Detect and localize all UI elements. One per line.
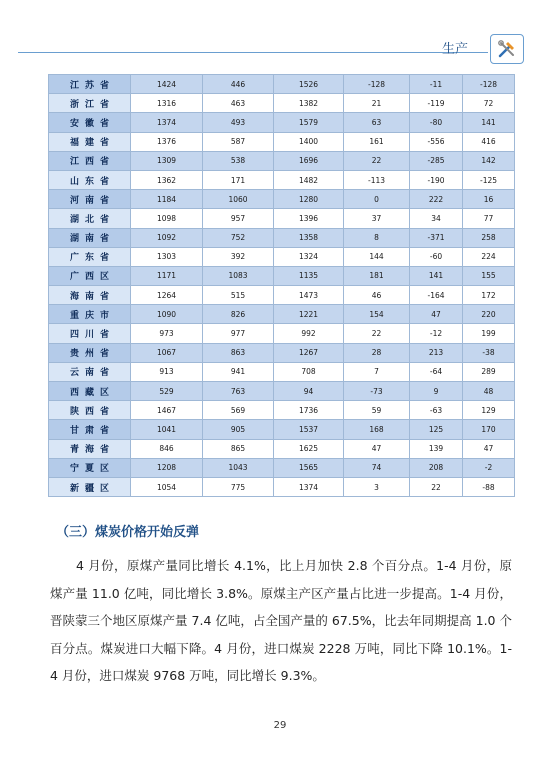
value-cell: 1060 [203,190,274,209]
value-cell: 1316 [131,94,203,113]
value-cell: 569 [203,401,274,420]
value-cell: -285 [410,151,463,170]
value-cell: 392 [203,247,274,266]
value-cell: 171 [203,170,274,189]
value-cell: 139 [410,439,463,458]
table-row [49,458,515,477]
value-cell: 125 [410,420,463,439]
table-row [49,343,515,362]
value-cell: 47 [410,305,463,324]
value-cell: -164 [410,286,463,305]
value-cell: 289 [463,362,515,381]
table-row [49,170,515,189]
value-cell: 224 [463,247,515,266]
value-cell: 865 [203,439,274,458]
value-cell: 74 [344,458,410,477]
province-cell: 山东省 [49,170,131,189]
value-cell: 1135 [274,266,344,285]
value-cell: 22 [344,324,410,343]
value-cell: 1324 [274,247,344,266]
value-cell: 142 [463,151,515,170]
value-cell: 155 [463,266,515,285]
table-row [49,209,515,228]
value-cell: 172 [463,286,515,305]
value-cell: 129 [463,401,515,420]
value-cell: 1736 [274,401,344,420]
value-cell: 1625 [274,439,344,458]
value-cell: 1537 [274,420,344,439]
province-cell: 浙江省 [49,94,131,113]
table-row [49,151,515,170]
value-cell: 1473 [274,286,344,305]
province-cell: 新疆区 [49,477,131,496]
value-cell: 587 [203,132,274,151]
value-cell: 1280 [274,190,344,209]
value-cell: -113 [344,170,410,189]
province-data-table [48,74,514,497]
province-cell: 安徽省 [49,113,131,132]
table-row [49,113,515,132]
value-cell: 1309 [131,151,203,170]
value-cell: 222 [410,190,463,209]
value-cell: 1090 [131,305,203,324]
value-cell: 1083 [203,266,274,285]
value-cell: 1264 [131,286,203,305]
header-title: 生产 [442,42,469,57]
value-cell: 846 [131,439,203,458]
value-cell: -88 [463,477,515,496]
table-row [49,362,515,381]
table-row [49,132,515,151]
table-row [49,75,515,94]
value-cell: 1382 [274,94,344,113]
province-cell: 湖南省 [49,228,131,247]
value-cell: 168 [344,420,410,439]
value-cell: 493 [203,113,274,132]
body-paragraph: 4 月份，原煤产量同比增长 4.1%，比上月加快 2.8 个百分点。1-4 月份，原煤产量 11.0 亿吨，同比增长 3.8%。原煤主产区产量占比进一步提高。1-4 月份，晋陕蒙三个地区原煤产量 7.4 亿吨，占全国产量的 67.5%，比去年同期提高 1.0 个百分点。煤炭进口大幅下降。4 月份，进口煤炭 2228 万吨，同比下降 10.1%。1-4 月份，进口煤炭 9768 万吨，同比增长 9.3%。 [50,558,512,684]
value-cell: 0 [344,190,410,209]
value-cell: -125 [463,170,515,189]
value-cell: 913 [131,362,203,381]
value-cell: 213 [410,343,463,362]
value-cell: 161 [344,132,410,151]
table-row [49,401,515,420]
value-cell: 1526 [274,75,344,94]
value-cell: -2 [463,458,515,477]
value-cell: 1267 [274,343,344,362]
value-cell: 258 [463,228,515,247]
value-cell: 1098 [131,209,203,228]
value-cell: 1565 [274,458,344,477]
value-cell: 1208 [131,458,203,477]
value-cell: 1221 [274,305,344,324]
value-cell: 538 [203,151,274,170]
value-cell: 48 [463,382,515,401]
value-cell: 775 [203,477,274,496]
header-divider [18,52,488,53]
value-cell: 416 [463,132,515,151]
value-cell: 47 [463,439,515,458]
table-row [49,228,515,247]
value-cell: -11 [410,75,463,94]
table-row [49,305,515,324]
value-cell: -556 [410,132,463,151]
value-cell: 46 [344,286,410,305]
province-cell: 陕西省 [49,401,131,420]
value-cell: 1579 [274,113,344,132]
value-cell: 3 [344,477,410,496]
value-cell: -190 [410,170,463,189]
value-cell: 826 [203,305,274,324]
province-cell: 重庆市 [49,305,131,324]
table-row [49,266,515,285]
province-cell: 青海省 [49,439,131,458]
value-cell: 144 [344,247,410,266]
value-cell: 1396 [274,209,344,228]
value-cell: 21 [344,94,410,113]
value-cell: -73 [344,382,410,401]
section-title: （三）煤炭价格开始反弹 [56,525,200,540]
value-cell: 957 [203,209,274,228]
value-cell: 515 [203,286,274,305]
value-cell: -63 [410,401,463,420]
value-cell: 529 [131,382,203,401]
province-cell: 云南省 [49,362,131,381]
value-cell: 59 [344,401,410,420]
value-cell: 992 [274,324,344,343]
table-row [49,324,515,343]
province-cell: 四川省 [49,324,131,343]
province-cell: 湖北省 [49,209,131,228]
value-cell: 1054 [131,477,203,496]
value-cell: -119 [410,94,463,113]
value-cell: 34 [410,209,463,228]
value-cell: 8 [344,228,410,247]
value-cell: 763 [203,382,274,401]
table-row [49,247,515,266]
value-cell: -60 [410,247,463,266]
value-cell: 1092 [131,228,203,247]
value-cell: 1374 [274,477,344,496]
value-cell: 72 [463,94,515,113]
value-cell: -128 [344,75,410,94]
value-cell: 1424 [131,75,203,94]
province-cell: 广东省 [49,247,131,266]
value-cell: 63 [344,113,410,132]
value-cell: 708 [274,362,344,381]
value-cell: 1358 [274,228,344,247]
value-cell: 941 [203,362,274,381]
province-cell: 广西区 [49,266,131,285]
table-row [49,477,515,496]
table-row [49,439,515,458]
province-cell: 江西省 [49,151,131,170]
value-cell: 9 [410,382,463,401]
value-cell: 1041 [131,420,203,439]
value-cell: 16 [463,190,515,209]
value-cell: 7 [344,362,410,381]
tools-icon [490,34,524,64]
value-cell: 1362 [131,170,203,189]
value-cell: 22 [344,151,410,170]
value-cell: 752 [203,228,274,247]
value-cell: 1400 [274,132,344,151]
value-cell: 1696 [274,151,344,170]
value-cell: 94 [274,382,344,401]
value-cell: 220 [463,305,515,324]
table-row [49,190,515,209]
value-cell: 37 [344,209,410,228]
value-cell: 1376 [131,132,203,151]
value-cell: 181 [344,266,410,285]
value-cell: 141 [410,266,463,285]
value-cell: 77 [463,209,515,228]
province-cell: 海南省 [49,286,131,305]
value-cell: 1067 [131,343,203,362]
value-cell: 1303 [131,247,203,266]
value-cell: 1043 [203,458,274,477]
value-cell: 905 [203,420,274,439]
value-cell: -371 [410,228,463,247]
table-row [49,94,515,113]
value-cell: 973 [131,324,203,343]
province-cell: 贵州省 [49,343,131,362]
page-number: 29 [273,720,287,731]
value-cell: 1482 [274,170,344,189]
table-row [49,382,515,401]
value-cell: 22 [410,477,463,496]
value-cell: 199 [463,324,515,343]
province-cell: 河南省 [49,190,131,209]
value-cell: 154 [344,305,410,324]
value-cell: -64 [410,362,463,381]
province-cell: 福建省 [49,132,131,151]
value-cell: 28 [344,343,410,362]
value-cell: 1374 [131,113,203,132]
value-cell: 1467 [131,401,203,420]
value-cell: 863 [203,343,274,362]
value-cell: 47 [344,439,410,458]
value-cell: -12 [410,324,463,343]
value-cell: 1171 [131,266,203,285]
value-cell: 977 [203,324,274,343]
value-cell: -38 [463,343,515,362]
table-row [49,286,515,305]
value-cell: 1184 [131,190,203,209]
value-cell: 141 [463,113,515,132]
value-cell: 463 [203,94,274,113]
value-cell: 170 [463,420,515,439]
value-cell: 208 [410,458,463,477]
province-cell: 西藏区 [49,382,131,401]
province-cell: 宁夏区 [49,458,131,477]
province-cell: 江苏省 [49,75,131,94]
value-cell: -80 [410,113,463,132]
table-row [49,420,515,439]
value-cell: 446 [203,75,274,94]
province-cell: 甘肃省 [49,420,131,439]
value-cell: -128 [463,75,515,94]
